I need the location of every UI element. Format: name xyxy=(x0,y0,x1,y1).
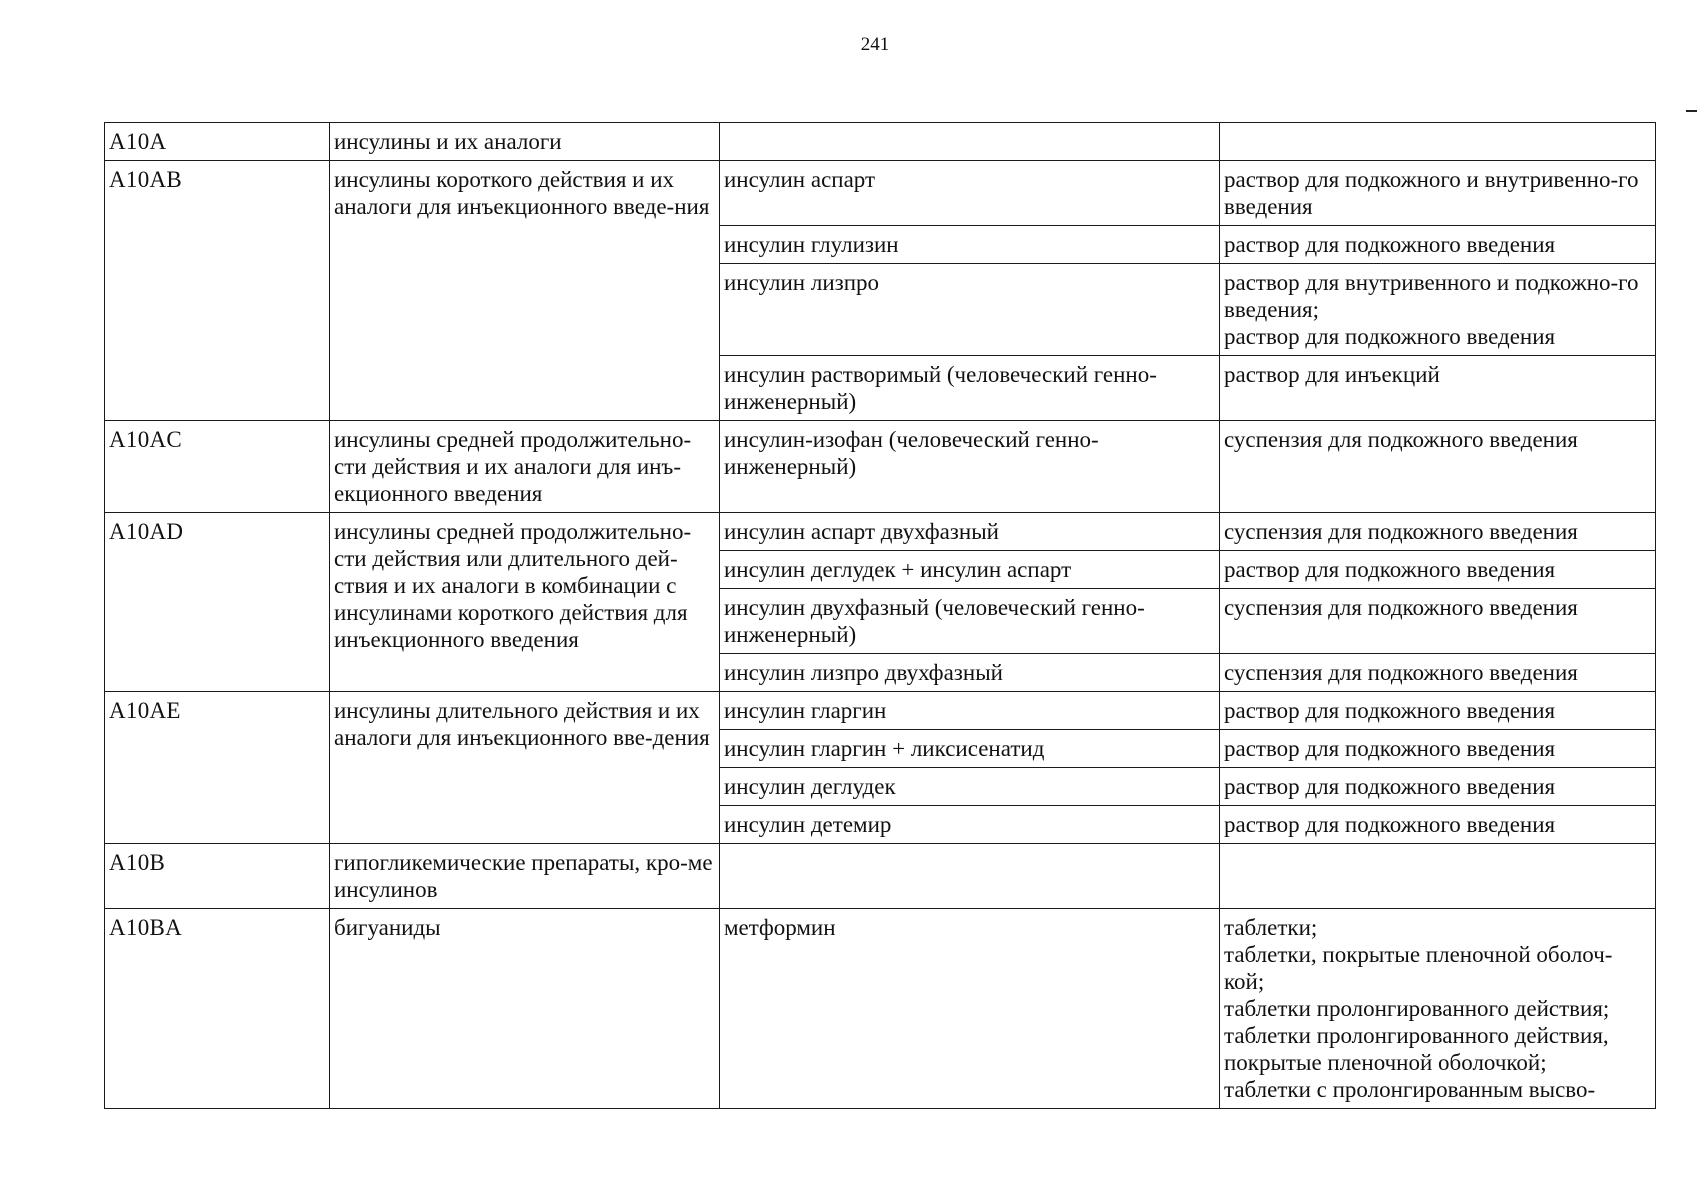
dosage-form-line: раствор для подкожного введения xyxy=(1224,324,1556,349)
anatomical-therapeutic-group-cell: бигуаниды xyxy=(330,909,720,1109)
dosage-form-line: раствор для подкожного введения xyxy=(1224,698,1556,723)
dosage-form-line: таблетки; xyxy=(1224,915,1318,940)
drug-name-cell: инсулин аспарт двухфазный xyxy=(720,513,1220,551)
dosage-form-cell xyxy=(1220,692,1656,730)
dosage-form-cell xyxy=(1220,123,1656,161)
drug-name-cell: инсулин лизпро двухфазный xyxy=(720,654,1220,692)
dosage-form-cell xyxy=(1220,768,1656,806)
dosage-form-line: раствор для внутривенного и подкожно-го введения; xyxy=(1224,270,1639,322)
anatomical-therapeutic-group-cell: инсулины средней продолжительно-сти действия и их аналоги для инъ-екционного введения xyxy=(330,421,720,513)
atc-code-cell: A10B xyxy=(105,844,330,909)
dosage-form-cell xyxy=(1220,421,1656,513)
table-body xyxy=(105,123,1656,1109)
drug-name-cell xyxy=(720,123,1220,161)
atc-code-cell: A10AB xyxy=(105,161,330,421)
dosage-form-cell xyxy=(1220,551,1656,589)
atc-code-cell: A10AC xyxy=(105,421,330,513)
drug-name-cell: инсулин гларгин + ликсисенатид xyxy=(720,730,1220,768)
dosage-form-line: суспензия для подкожного введения xyxy=(1224,660,1578,685)
atc-drug-table xyxy=(104,122,1656,1109)
dosage-form-line: раствор для подкожного введения xyxy=(1224,557,1556,582)
anatomical-therapeutic-group-cell: гипогликемические препараты, кро-ме инсулинов xyxy=(330,844,720,909)
dosage-form-cell xyxy=(1220,909,1656,1109)
dosage-form-cell xyxy=(1220,226,1656,264)
dosage-form-line: раствор для подкожного и внутривенно-го введения xyxy=(1224,167,1639,219)
dosage-form-cell xyxy=(1220,513,1656,551)
table-row xyxy=(105,123,1656,161)
table-row xyxy=(105,421,1656,513)
dosage-form-cell xyxy=(1220,654,1656,692)
dosage-form-line: раствор для подкожного введения xyxy=(1224,736,1556,761)
drug-name-cell: инсулин двухфазный (человеческий генно-инженерный) xyxy=(720,589,1220,654)
anatomical-therapeutic-group-cell: инсулины средней продолжительно-сти действия или длительного дей-ствия и их аналоги в комбинации с инсулинами короткого действия для инъекционного введения xyxy=(330,513,720,692)
page-number: 241 xyxy=(860,34,890,55)
dosage-form-cell xyxy=(1220,730,1656,768)
dosage-form-line: таблетки, покрытые пленочной оболоч-кой; xyxy=(1224,942,1613,994)
drug-name-cell: инсулин гларгин xyxy=(720,692,1220,730)
table-row xyxy=(105,161,1656,226)
dosage-form-line: суспензия для подкожного введения xyxy=(1224,427,1578,452)
dosage-form-line: раствор для подкожного введения xyxy=(1224,812,1556,837)
drug-name-cell: метформин xyxy=(720,909,1220,1109)
table-row xyxy=(105,513,1656,551)
drug-name-cell: инсулин аспарт xyxy=(720,161,1220,226)
dosage-form-line: суспензия для подкожного введения xyxy=(1224,595,1578,620)
drug-name-cell: инсулин деглудек + инсулин аспарт xyxy=(720,551,1220,589)
dosage-form-line: таблетки пролонгированного действия, покрытые пленочной оболочкой; xyxy=(1224,1023,1609,1075)
anatomical-therapeutic-group-cell: инсулины и их аналоги xyxy=(330,123,720,161)
drug-name-cell: инсулин детемир xyxy=(720,806,1220,844)
atc-code-cell: A10BA xyxy=(105,909,330,1109)
dosage-form-line: суспензия для подкожного введения xyxy=(1224,519,1578,544)
table-row xyxy=(105,692,1656,730)
atc-code-cell: A10AE xyxy=(105,692,330,844)
anatomical-therapeutic-group-cell: инсулины длительного действия и их аналоги для инъекционного вве-дения xyxy=(330,692,720,844)
drug-name-cell xyxy=(720,844,1220,909)
drug-name-cell: инсулин лизпро xyxy=(720,264,1220,356)
drug-name-cell: инсулин деглудек xyxy=(720,768,1220,806)
drug-name-cell: инсулин-изофан (человеческий генно-инженерный) xyxy=(720,421,1220,513)
table-row xyxy=(105,909,1656,1109)
anatomical-therapeutic-group-cell: инсулины короткого действия и их аналоги для инъекционного введе-ния xyxy=(330,161,720,421)
dosage-form-line: раствор для инъекций xyxy=(1224,362,1440,387)
dosage-form-cell xyxy=(1220,589,1656,654)
drug-name-cell: инсулин растворимый (человеческий генно-инженерный) xyxy=(720,356,1220,421)
dosage-form-cell xyxy=(1220,161,1656,226)
dosage-form-line: раствор для подкожного введения xyxy=(1224,232,1556,257)
edge-mark xyxy=(1686,110,1697,112)
dosage-form-line: таблетки пролонгированного действия; xyxy=(1224,996,1610,1021)
dosage-form-cell xyxy=(1220,264,1656,356)
dosage-form-cell xyxy=(1220,844,1656,909)
table-row xyxy=(105,844,1656,909)
drug-name-cell: инсулин глулизин xyxy=(720,226,1220,264)
dosage-form-line: таблетки с пролонгированным высво- xyxy=(1224,1077,1596,1102)
dosage-form-cell xyxy=(1220,356,1656,421)
atc-code-cell: A10AD xyxy=(105,513,330,692)
dosage-form-line: раствор для подкожного введения xyxy=(1224,774,1556,799)
dosage-form-cell xyxy=(1220,806,1656,844)
atc-code-cell: A10A xyxy=(105,123,330,161)
